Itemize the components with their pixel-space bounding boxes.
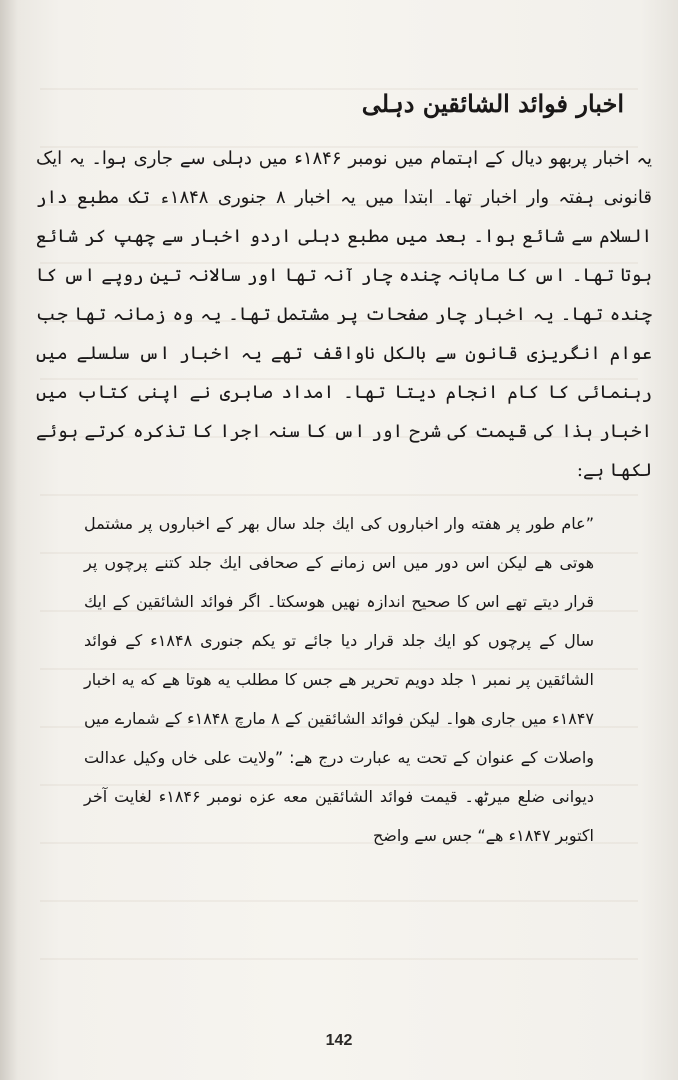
page-number: 142 xyxy=(325,1032,353,1049)
section-title: اخبار فوائد الشائقین دہلی xyxy=(361,89,624,118)
body-paragraph: یہ اخبار پربھو دیال کے اہتمام میں نومبر ۱۸۴۶ء میں دہلی سے جاری ہوا۔ یہ ایک قانونی ہفتہ وار اخبار تھا۔ ابتدا میں یہ اخبار ۸ جنوری ۱۸۴۸ء تک مطبع دار السلام سے شائع ہوا۔ بعد میں مطبع دہلی اردو اخبار سے چھپ کر شائع ہوتا تھا۔ اس کا ماہانہ چندہ چار آنہ تھا اور سالانہ تین روپے اس کا چندہ تھا۔ یہ اخبار چار صفحات پر مشتمل تھا۔ یہ وہ زمانہ تھا جب عوام انگریزی قانون سے بالکل ناواقف تھے یہ اخبار اس سلسلے میں رہنمائی کا کام انجام دیتا تھا۔ امداد صابری نے اپنی کتاب میں اخبار ہذا کی قیمت کی شرح اور اس کا سنہ اجرا کا تذکرہ کرتے ہوئے لکھا ہے: xyxy=(36,147,652,481)
block-quote: ”عام طور پر هفته وار اخباروں کی ایك جلد سال بهر کے اخباروں پر مشتمل هوتی هے لیکن اس دور میں اس زمانے کے صحافی ایك جلد کتنے پرچوں پر قرار دیتے تهے اس کا صحیح اندازہ نهیں هوسکتا۔ اگر فوائد الشائقین کے ایك سال کے پرچوں کو ایك جلد قرار دیا جائے تو یکم جنوری ۱۸۴۸ء کے فوائد الشائقین پر نمبر ۱ جلد دویم تحریر هے جس کا مطلب یه هوتا هے که یه اخبار ۱۸۴۷ء میں جاری هوا۔ لیکن فوائد الشائقین کے ۸ مارچ ۱۸۴۸ء کے شمارے میں واصلات کے عنوان کے تحت یه عبارت درج هے: ”ولایت علی خاں وکیل عدالت دیوانی ضلع میرٹھ۔ قیمت فوائد الشائقین معه عزه نومبر ۱۸۴۶ء لغایت آخر اکتوبر ۱۸۴۷ء هے“ جس سے واضح xyxy=(84,513,595,845)
page-content xyxy=(24,60,654,855)
